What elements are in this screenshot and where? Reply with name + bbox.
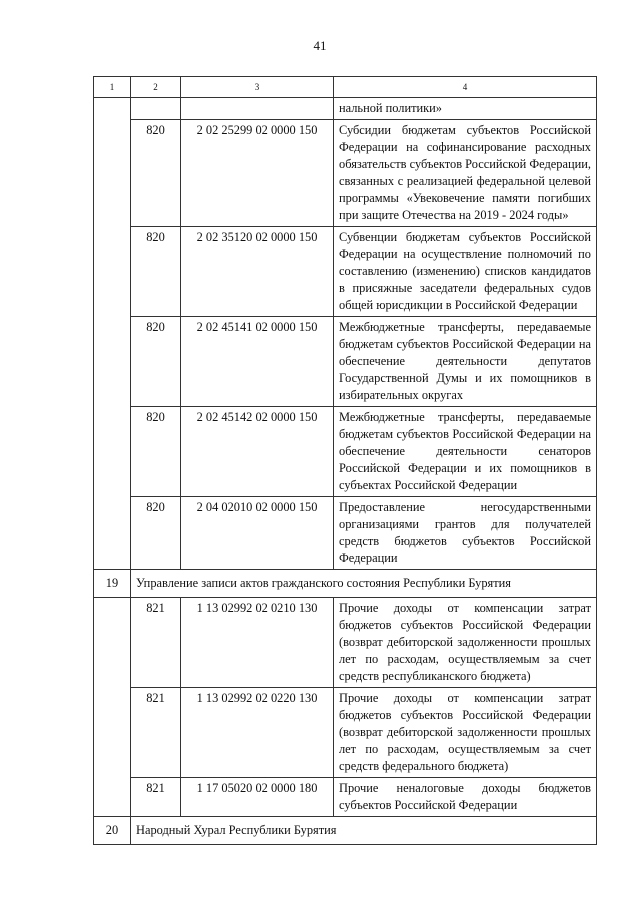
- header-col-1: 1: [94, 77, 131, 98]
- description-cell: Межбюджетные трансферты, передаваемые бюджетам субъектов Российской Федерации на обеспечение деятельности депутатов Государственной Думы и их помощников в избирательных округах: [334, 317, 597, 407]
- revenue-table: [93, 76, 597, 845]
- admin-code-cell: 820: [131, 227, 181, 317]
- admin-code-cell: 820: [131, 407, 181, 497]
- admin-code-cell: 821: [131, 688, 181, 778]
- header-col-2: 2: [131, 77, 181, 98]
- row-number-cell: [94, 98, 131, 570]
- section-number: 19: [94, 570, 131, 598]
- table-row: [94, 778, 597, 817]
- revenue-code-cell: 2 04 02010 02 0000 150: [181, 497, 334, 570]
- section-title: Управление записи актов гражданского состояния Республики Бурятия: [131, 570, 597, 598]
- revenue-code-cell: 2 02 45141 02 0000 150: [181, 317, 334, 407]
- revenue-code-cell: 1 13 02992 02 0220 130: [181, 688, 334, 778]
- page-number: 41: [313, 38, 327, 53]
- description-cell: нальной политики»: [334, 98, 597, 120]
- revenue-code-cell: 1 17 05020 02 0000 180: [181, 778, 334, 817]
- admin-code-cell: 820: [131, 120, 181, 227]
- admin-code-cell: 820: [131, 497, 181, 570]
- revenue-code-cell: [181, 98, 334, 120]
- header-row: [94, 77, 597, 98]
- row-number-cell: [94, 598, 131, 817]
- description-cell: Межбюджетные трансферты, передаваемые бюджетам субъектов Российской Федерации на обеспечение деятельности сенаторов Российской Федерации и их помощников в субъектах Российской Федерации: [334, 407, 597, 497]
- description-cell: Прочие доходы от компенсации затрат бюджетов субъектов Российской Федерации (возврат дебиторской задолженности прошлых лет по расходам, осуществляемым за счет средств федерального бюджета): [334, 688, 597, 778]
- table-row: [94, 317, 597, 407]
- description-cell: Субсидии бюджетам субъектов Российской Федерации на софинансирование расходных обязательств субъектов Российской Федерации, связанных с реализацией федеральной целевой программы «Увековечение памяти погибших при защите Отечества на 2019 - 2024 годы»: [334, 120, 597, 227]
- table-row: [94, 497, 597, 570]
- table-row: [94, 407, 597, 497]
- revenue-code-cell: 2 02 25299 02 0000 150: [181, 120, 334, 227]
- admin-code-cell: 821: [131, 778, 181, 817]
- admin-code-cell: 821: [131, 598, 181, 688]
- revenue-code-cell: 1 13 02992 02 0210 130: [181, 598, 334, 688]
- description-cell: Предоставление негосударственными организациями грантов для получателей средств бюджетов субъектов Российской Федерации: [334, 497, 597, 570]
- section-number: 20: [94, 817, 131, 845]
- header-col-3: 3: [181, 77, 334, 98]
- revenue-code-cell: 2 02 45142 02 0000 150: [181, 407, 334, 497]
- description-cell: Прочие неналоговые доходы бюджетов субъектов Российской Федерации: [334, 778, 597, 817]
- table-row: [94, 98, 597, 120]
- table-row: [94, 598, 597, 688]
- description-cell: Субвенции бюджетам субъектов Российской Федерации на осуществление полномочий по составлению (изменению) списков кандидатов в присяжные заседатели федеральных судов общей юрисдикции в Российской Федерации: [334, 227, 597, 317]
- section-title: Народный Хурал Республики Бурятия: [131, 817, 597, 845]
- table-row: [94, 688, 597, 778]
- revenue-code-cell: 2 02 35120 02 0000 150: [181, 227, 334, 317]
- header-col-4: 4: [334, 77, 597, 98]
- table-row: [94, 120, 597, 227]
- admin-code-cell: 820: [131, 317, 181, 407]
- description-cell: Прочие доходы от компенсации затрат бюджетов субъектов Российской Федерации (возврат дебиторской задолженности прошлых лет по расходам, осуществляемым за счет средств республиканского бюджета): [334, 598, 597, 688]
- section-row: [94, 817, 597, 845]
- table-row: [94, 227, 597, 317]
- admin-code-cell: [131, 98, 181, 120]
- section-row: [94, 570, 597, 598]
